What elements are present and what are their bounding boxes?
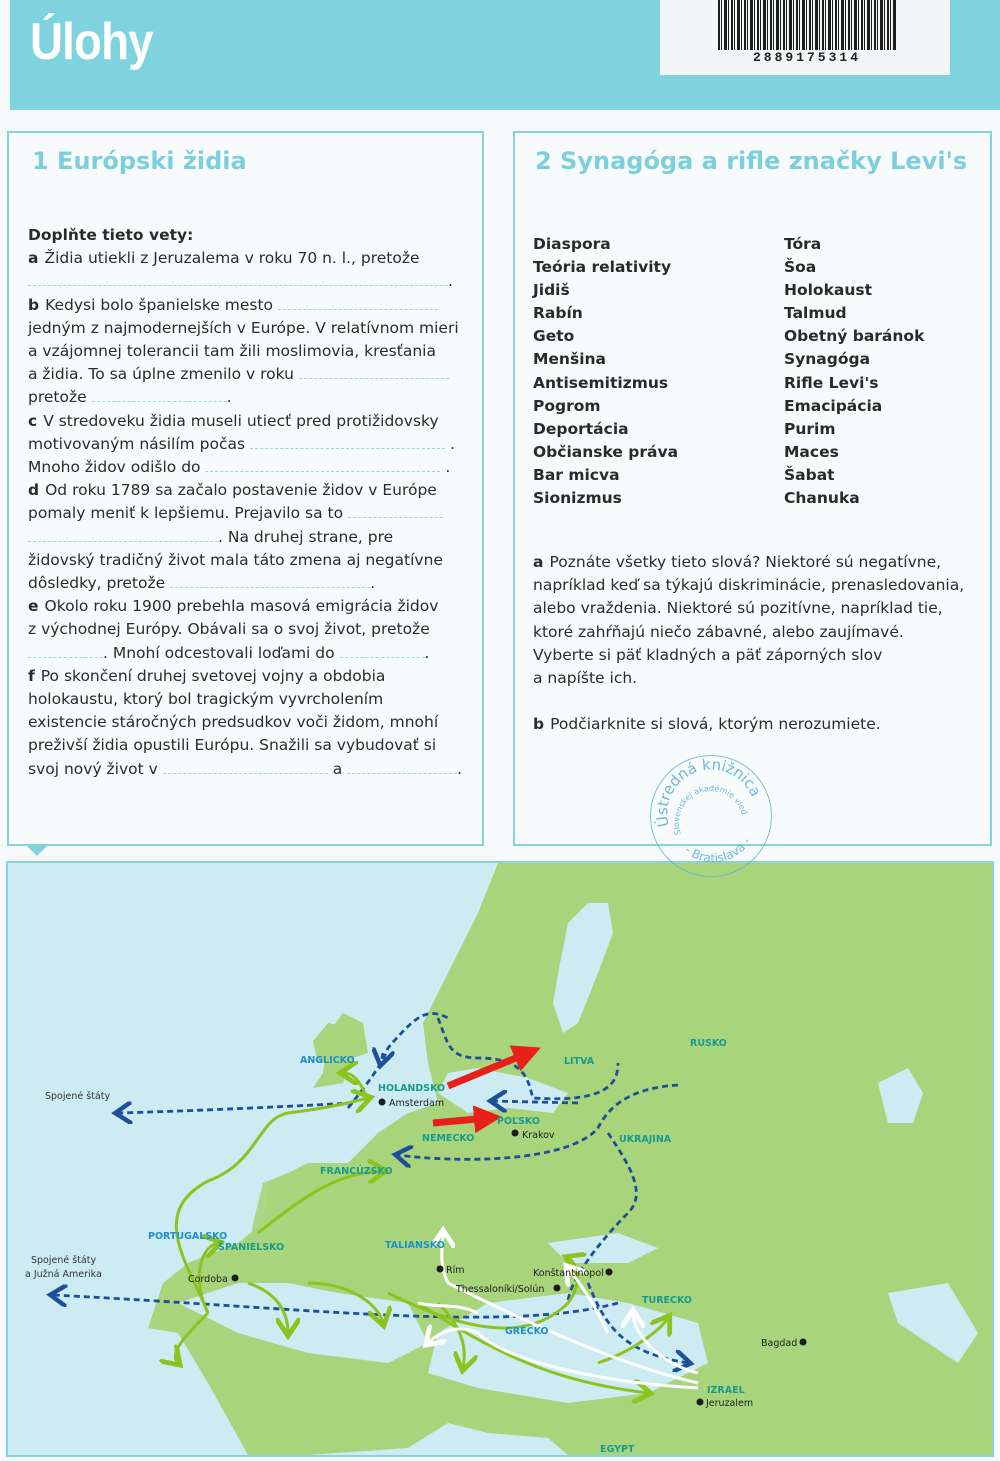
question-a: a Poznáte všetky tieto slová? Niektoré sú negatívne, napríklad keď sa týkajú diskriminácie, prenasledovania, alebo vraždenia. Niektoré sú pozitívne, napríklad tie, ktoré zahŕňajú niečo zábavné, alebo zaujímavé. Vyberte si päť kladných a päť záporných slov a napíšte ich. xyxy=(533,553,965,688)
label-spanielsko: ŠPANIELSKO xyxy=(218,1242,285,1253)
label-krakov: Krakov xyxy=(522,1130,555,1141)
item-f: f Po skončení druhej svetovej vojny a obdobia xyxy=(28,666,386,685)
word-item: Šoa xyxy=(784,258,817,277)
task-2-panel xyxy=(513,131,992,846)
word-item: Synagóga xyxy=(784,350,871,369)
migration-map xyxy=(6,861,994,1457)
task-2-title: 2 Synagóga a rifle značky Levi's xyxy=(535,147,968,175)
label-thessaloniki: Thessaloníki/Solún xyxy=(456,1284,545,1295)
word-item: Občianske práva xyxy=(533,442,679,461)
blank-d3[interactable] xyxy=(170,575,370,588)
label-polsko: POĽSKO xyxy=(497,1116,540,1127)
label-dest-usa-sa-2: a Južná Amerika xyxy=(25,1269,102,1280)
barcode-label xyxy=(660,0,950,75)
blank-e1[interactable] xyxy=(28,645,103,658)
item-c: c V stredoveku židia museli utiecť pred protižidovsky xyxy=(28,411,439,430)
label-dest-usa-sa-1: Spojené štáty xyxy=(31,1255,97,1266)
blank-c2[interactable] xyxy=(205,459,440,472)
word-item: Šabat xyxy=(784,465,835,484)
label-izrael: IZRAEL xyxy=(707,1385,745,1396)
word-item: Deportácia xyxy=(533,419,629,438)
label-rim: Rím xyxy=(446,1265,465,1276)
item-d: d Od roku 1789 sa začalo postavenie židov v Európe xyxy=(28,481,437,500)
library-stamp xyxy=(650,755,772,877)
task-1-body: Doplňte tieto vety: a Židia utiekli z Jeruzalema v roku 70 n. l., pretože . b Kedysi bolo španielske mesto jedným z najmodernejších v Európe. V relatívnom mieri a vzájomnej tolerancii tam žili moslimovia, kresťania a židia. To sa úplne zmenilo v roku pretože . c V stredoveku židia museli utiecť pred protižidovsky motivovaným násilím počas . Mnoho židov odišlo do . d Od roku 1789 sa začalo postavenie židov v Európe pomaly meniť k lepšiemu. Prejavilo sa to . Na druhej strane, pre židovský tradičný život mala táto zmena aj negatívne dôsledky, pretože . e Okolo roku 1900 prebehla masová emigrácia židov z východnej Európy. Obávali sa o svoj život, pretože . Mnohí odcestovali loďami do . f Po skončení druhej svetovej vojny a obdobia holokaustu, ktorý bol tragickým vyvrcholením existencie stáročných predsudkov voči židom, mnohí preživší židia opustili Európu. Snažili sa vybudovať si svoj nový život v a . xyxy=(28,224,468,781)
word-item: Obetný baránok xyxy=(784,327,925,346)
page-title: Úlohy xyxy=(30,13,153,71)
label-holandsko: HOLANDSKO xyxy=(378,1083,446,1094)
blank-f1[interactable] xyxy=(163,761,328,774)
label-konstantinopol: Konštantinopol xyxy=(533,1268,604,1279)
task-1-instruction: Doplňte tieto vety: xyxy=(28,226,194,244)
blank-e2[interactable] xyxy=(340,645,425,658)
word-item: Talmud xyxy=(784,304,847,323)
word-item: Rifle Levi's xyxy=(784,373,879,392)
item-b: b Kedysi bolo španielske mesto xyxy=(28,294,468,317)
word-list-right xyxy=(784,233,924,510)
item-e: e Okolo roku 1900 prebehla masová emigrácia židov xyxy=(28,597,439,616)
label-dest-usa: Spojené štáty xyxy=(45,1091,111,1102)
label-grecko: GRÉCKO xyxy=(505,1326,549,1337)
label-jeruzalem: Jeruzalem xyxy=(706,1398,754,1409)
label-anglicko: ANGLICKO xyxy=(300,1055,355,1066)
stamp-bottom-text: - Bratislava - xyxy=(682,834,754,866)
task-2-questions xyxy=(533,551,973,736)
word-item: Tóra xyxy=(784,235,822,253)
item-a: a Židia utiekli z Jeruzalema v roku 70 n. l., pretože xyxy=(28,249,420,268)
word-item: Teória relativity xyxy=(533,258,672,277)
label-amsterdam: Amsterdam xyxy=(389,1098,445,1109)
label-turecko: TURECKO xyxy=(642,1295,692,1306)
label-bagdad: Bagdad xyxy=(761,1338,798,1349)
word-item: Holokaust xyxy=(784,281,873,300)
section-pointer xyxy=(27,846,47,856)
blank-d2[interactable] xyxy=(28,529,218,542)
word-item: Purim xyxy=(784,419,836,438)
word-item: Diaspora xyxy=(533,235,611,253)
word-item: Menšina xyxy=(533,350,607,369)
blank-a[interactable] xyxy=(28,273,448,286)
blank-b3[interactable] xyxy=(92,389,227,402)
task-1-title: 1 Európski židia xyxy=(32,147,247,175)
barcode-number: 2889175314 xyxy=(752,50,861,65)
word-item: Sionizmus xyxy=(533,489,622,508)
word-item: Maces xyxy=(784,442,839,461)
label-egypt: EGYPT xyxy=(600,1444,635,1455)
word-item: Chanuka xyxy=(784,489,860,508)
word-item: Geto xyxy=(533,327,575,346)
stamp-inner-text: Slovenskej akadémie vied xyxy=(671,783,749,836)
label-portugalsko: PORTUGALSKO xyxy=(148,1231,228,1242)
barcode-bars xyxy=(718,0,896,50)
label-cordoba: Cordoba xyxy=(188,1274,228,1285)
blank-b2[interactable] xyxy=(299,366,449,379)
label-francuzsko: FRANCÚZSKO xyxy=(320,1166,393,1177)
label-rusko: RUSKO xyxy=(690,1038,727,1049)
word-item: Bar micva xyxy=(533,465,620,484)
blank-f2[interactable] xyxy=(347,761,457,774)
word-item: Emacipácia xyxy=(784,396,883,415)
question-b: b Podčiarknite si slová, ktorým nerozumiete. xyxy=(533,715,881,734)
word-item: Jidiš xyxy=(533,281,570,300)
blank-d1[interactable] xyxy=(348,505,443,518)
blank-b1[interactable] xyxy=(278,297,438,310)
word-item: Pogrom xyxy=(533,396,601,415)
label-nemecko: NEMECKO xyxy=(422,1133,475,1144)
word-item: Rabín xyxy=(533,304,583,323)
label-ukrajina: UKRAJINA xyxy=(619,1134,672,1145)
word-list-left xyxy=(533,233,678,510)
blank-c1[interactable] xyxy=(250,436,445,449)
task-1-panel xyxy=(7,131,484,846)
label-litva: LITVA xyxy=(564,1056,595,1067)
stamp-outer-text: Ústredná knižnica xyxy=(653,756,765,829)
label-taliansko: TALIANSKO xyxy=(385,1240,445,1251)
word-item: Antisemitizmus xyxy=(533,373,669,392)
